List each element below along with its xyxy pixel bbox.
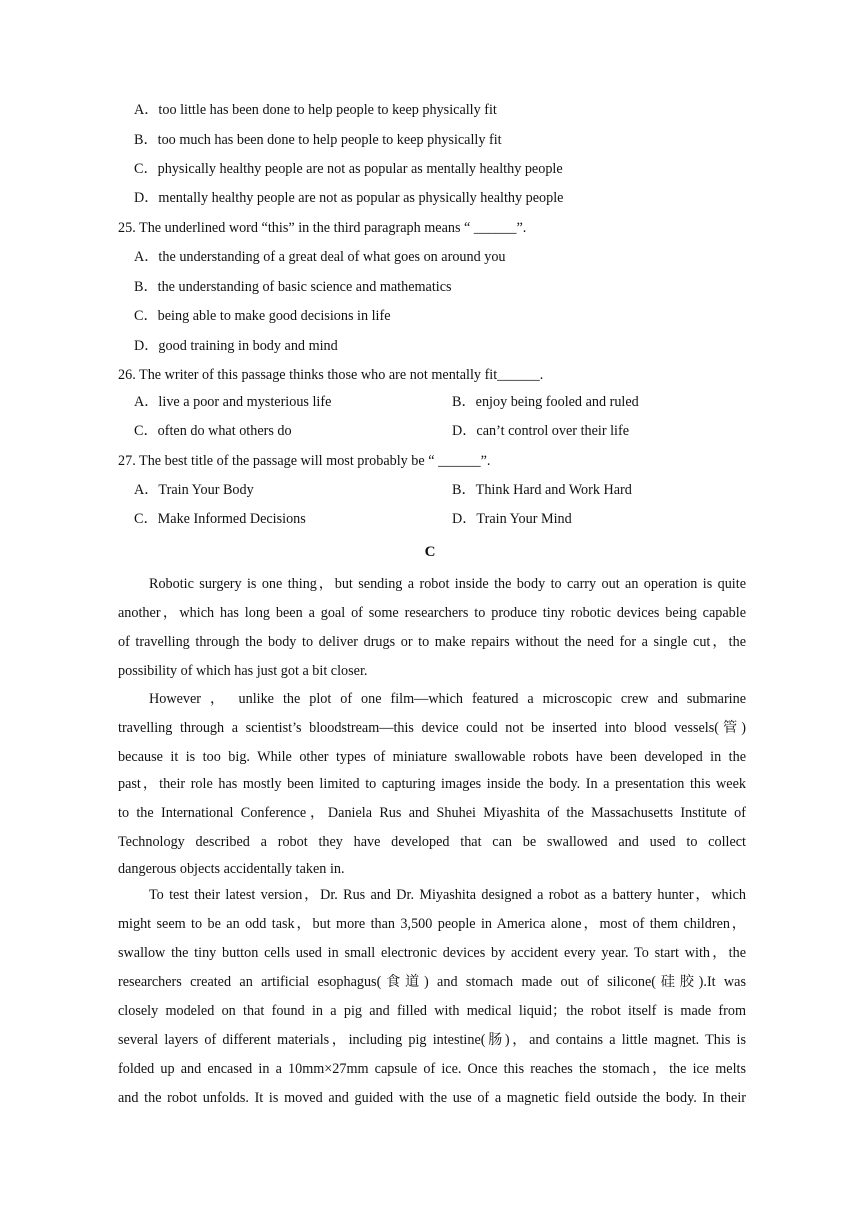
paragraph-line: Robotic surgery is one thing，but sending a robot inside the body to carry out an operation is quite [149, 576, 746, 592]
paragraph-line: swallow the tiny button cells used in small electronic devices by accident every year. To start with，the [118, 945, 746, 961]
q25-option-c: C．being able to make good decisions in life [134, 308, 391, 324]
paragraph-line: past，their role has mostly been limited to capturing images inside the body. In a presentation this week [118, 776, 746, 792]
q24-option-a: A．too little has been done to help people to keep physically fit [134, 102, 497, 118]
q27-option-d: D．Train Your Mind [452, 511, 572, 527]
paragraph-line: researchers created an artificial esophagus(食道) and stomach made out of silicone(硅胶).It was [118, 974, 746, 990]
paragraph-line: and the robot unfolds. It is moved and guided with the use of a magnetic field outside the body. In their [118, 1090, 746, 1106]
paragraph-line: dangerous objects accidentally taken in. [118, 861, 345, 877]
paragraph-line: However ， unlike the plot of one film—which featured a microscopic crew and submarine [149, 691, 746, 707]
q25-option-a: A．the understanding of a great deal of what goes on around you [134, 249, 506, 265]
passage-c-paragraph-2 [118, 690, 746, 889]
q27-option-a: A．Train Your Body [134, 482, 254, 498]
q26-option-d: D．can’t control over their life [452, 423, 630, 439]
q24-option-b: B．too much has been done to help people to keep physically fit [134, 132, 502, 148]
q25-option-b: B．the understanding of basic science and mathematics [134, 279, 452, 295]
paragraph-line: folded up and encased in a 10mm×27mm capsule of ice. Once this reaches the stomach，the ice melts [118, 1061, 746, 1077]
q26-option-a: A．live a poor and mysterious life [134, 394, 332, 410]
paragraph-line: another，which has long been a goal of some researchers to produce tiny robotic devices being capable [118, 605, 746, 621]
passage-c-paragraph-1 [118, 575, 746, 690]
paragraph-line: travelling through a scientist’s bloodstream—this device could not be inserted into blood vessels(管) [118, 720, 746, 736]
q26-option-c: C．often do what others do [134, 423, 292, 439]
q27-option-c: C．Make Informed Decisions [134, 511, 306, 527]
q25-option-d: D．good training in body and mind [134, 338, 338, 354]
passage-c-heading: C [424, 544, 436, 560]
paragraph-line: to the International Conference，Daniela Rus and Shuhei Miyashita of the Massachusetts Institute of [118, 805, 746, 821]
paragraph-line: possibility of which has just got a bit closer. [118, 663, 368, 679]
paragraph-line: closely modeled on that found in a pig and filled with medical liquid；the robot itself is made from [118, 1003, 746, 1019]
paragraph-line: might seem to be an odd task，but more than 3,500 people in America alone，most of them children， [118, 916, 746, 932]
q24-option-d: D．mentally healthy people are not as popular as physically healthy people [134, 190, 564, 206]
paragraph-line: of travelling through the body to deliver drugs or to make repairs without the need for a single cut，the [118, 634, 746, 650]
q27-option-b: B．Think Hard and Work Hard [452, 482, 632, 498]
paragraph-line: Technology described a robot they have developed that can be swallowed and used to collect [118, 834, 746, 850]
q24-option-c: C．physically healthy people are not as popular as mentally healthy people [134, 161, 563, 177]
passage-c-paragraph-3 [118, 886, 746, 1118]
paragraph-line: To test their latest version，Dr. Rus and Dr. Miyashita designed a robot as a battery hunter，which [149, 887, 746, 903]
q25-stem: 25. The underlined word “this” in the third paragraph means “ ______”. [118, 220, 527, 236]
q27-stem: 27. The best title of the passage will most probably be “ ______”. [118, 453, 491, 469]
q26-stem: 26. The writer of this passage thinks those who are not mentally fit______. [118, 367, 544, 383]
paragraph-line: because it is too big. While other types of miniature swallowable robots have been developed in the [118, 749, 746, 765]
q26-option-b: B．enjoy being fooled and ruled [452, 394, 639, 410]
paragraph-line: several layers of different materials，including pig intestine(肠)，and contains a little magnet. This is [118, 1032, 746, 1048]
